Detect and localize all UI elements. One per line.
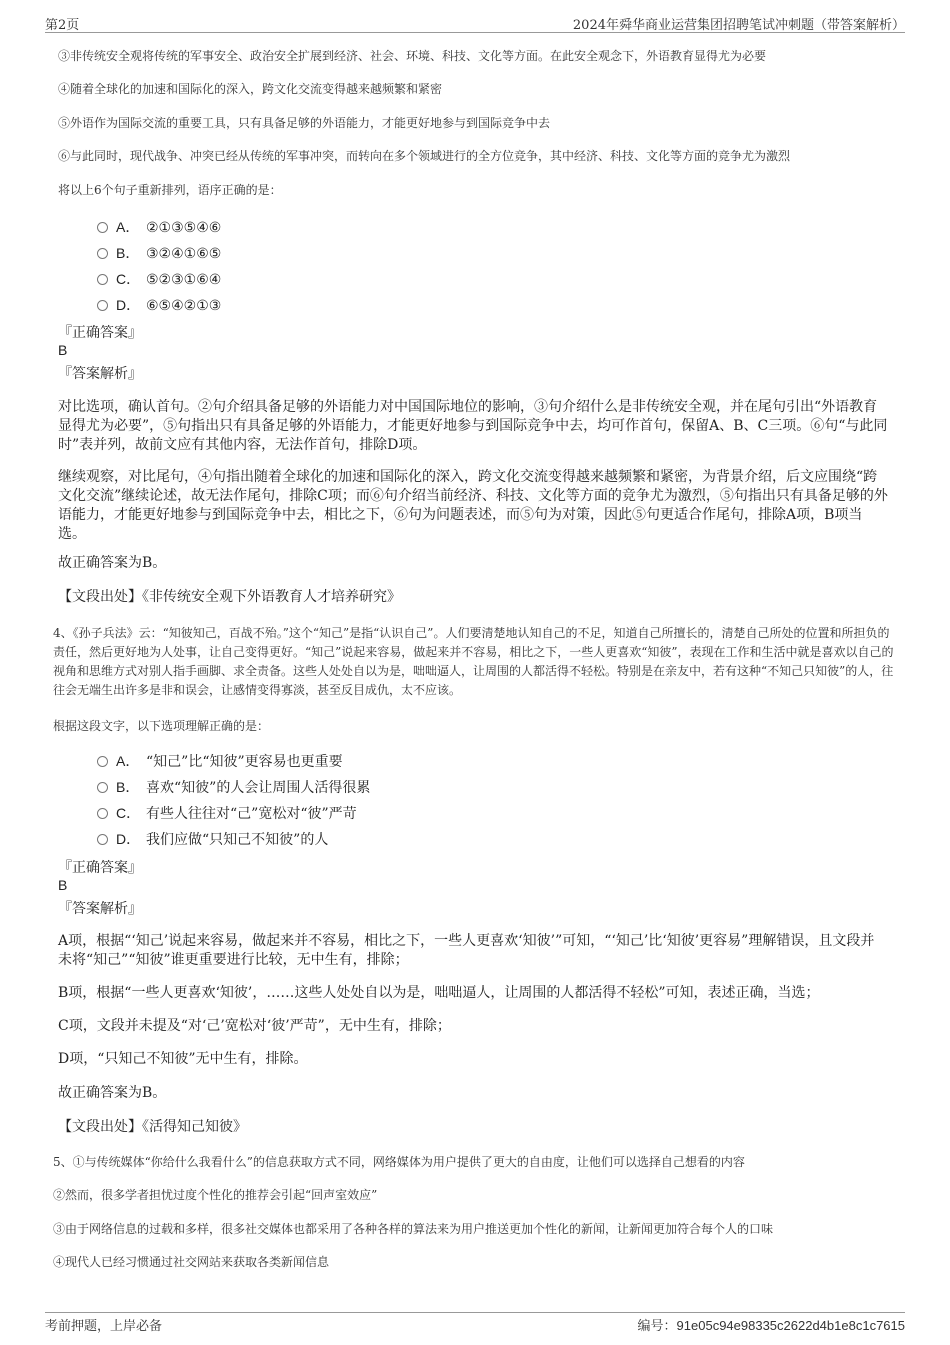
q3-sentence-5: ⑤外语作为国际交流的重要工具，只有具备足够的外语能力，才能更好地参与到国际竞争中去 [58,116,551,130]
q3-prompt: 将以上6个句子重新排列，语序正确的是： [58,183,282,197]
footer-code: 91e05c94e98335c2622d4b1e8c1c7615 [676,1318,905,1333]
page-number: 第2页 [45,18,80,33]
q4-conclusion: 故正确答案为B。 [58,1085,167,1101]
page-header [45,12,905,33]
footer-code-block [638,1315,905,1334]
q3-analysis-2: 继续观察，对比尾句，④句指出随着全球化的加速和国际化的深入，跨文化交流变得越来越频繁和紧密，为背景介绍，后文应围绕“跨文化交流”继续论述，故无法作尾句，排除C项；而⑥句介绍当前经济、科技、文化等方面的竞争尤为激烈，⑤句指出只有具备足够的外语能力，才能更好地参与到国际竞争中去，相比之下，⑥句为问题表述，而⑤句为对策，因此⑤句更适合作尾句，排除A项，B项当选。 [58,469,888,542]
radio-icon[interactable] [97,248,108,259]
q4-option-a[interactable]: A． “知己”比“知彼”更容易也更重要 [97,751,343,771]
radio-icon[interactable] [97,834,108,845]
q5-sentence-4: ④现代人已经习惯通过社交网站来获取各类新闻信息 [53,1255,330,1269]
q3-option-c[interactable]: C． ⑤②③①⑥④ [97,269,221,289]
q4-analysis-label: 『答案解析』 [58,901,142,917]
footer-slogan: 考前押题，上岸必备 [45,1319,163,1334]
q3-analysis-1: 对比选项，确认首句。②句介绍具备足够的外语能力对中国国际地位的影响，③句介绍什么是非传统安全观，并在尾句引出“外语教育显得尤为必要”，⑤句指出只有具备足够的外语能力，才能更好地参与到国际竞争中去，均可作首句，保留A、B、C三项。⑥句“与此同时”表并列，故前文应有其他内容，无法作首句，排除D项。 [58,399,888,453]
q4-option-d[interactable]: D． 我们应做“只知己不知彼”的人 [97,829,328,849]
q4-source: 【文段出处】《活得知己知彼》 [58,1119,247,1135]
q5-sentence-1: 5、①与传统媒体“你给什么我看什么”的信息获取方式不同，网络媒体为用户提供了更大的自由度，让他们可以选择自己想看的内容 [53,1155,745,1169]
footer-code-label: 编号： [637,1319,677,1334]
q3-sentence-4: ④随着全球化的加速和国际化的深入，跨文化交流变得越来越频繁和紧密 [58,82,443,96]
q4-answer-label: 『正确答案』 [58,860,142,876]
page-footer [45,1312,905,1337]
q3-source: 【文段出处】《非传统安全观下外语教育人才培养研究》 [58,589,401,605]
q3-conclusion: 故正确答案为B。 [58,555,167,571]
radio-icon[interactable] [97,222,108,233]
q4-analysis-b: B项，根据“一些人更喜欢‘知彼’，……这些人处处自以为是，咄咄逼人，让周围的人都活得不轻松”可知，表述正确，当选； [58,985,820,1001]
radio-icon[interactable] [97,300,108,311]
radio-icon[interactable] [97,782,108,793]
document-title: 2024年舜华商业运营集团招聘笔试冲刺题（带答案解析） [572,18,905,33]
q4-analysis-d: D项，“只知己不知彼”无中生有，排除。 [58,1051,308,1067]
q4-analysis-a: A项，根据“‘知己’说起来容易，做起来并不容易，相比之下，一些人更喜欢‘知彼’”可知，“‘知己’比‘知彼’更容易”理解错误，且文段并未将“知己”“知彼”谁更重要进行比较，无中生有，排除； [58,933,875,968]
q5-sentence-3: ③由于网络信息的过载和多样，很多社交媒体也都采用了各种各样的算法来为用户推送更加个性化的新闻，让新闻更加符合每个人的口味 [53,1222,774,1236]
q3-answer: B [58,342,68,358]
radio-icon[interactable] [97,756,108,767]
q3-option-a[interactable]: A． ②①③⑤④⑥ [97,217,221,237]
q3-answer-label: 『正确答案』 [58,325,142,341]
q3-option-d[interactable]: D． ⑥⑤④②①③ [97,295,221,315]
q3-sentence-6: ⑥与此同时，现代战争、冲突已经从传统的军事冲突，而转向在多个领域进行的全方位竞争，其中经济、科技、文化等方面的竞争尤为激烈 [58,149,791,163]
q4-option-b[interactable]: B． 喜欢“知彼”的人会让周围人活得很累 [97,777,370,797]
q4-passage: 4、《孙子兵法》云：“知彼知己，百战不殆。”这个“知己”是指“认识自己”。人们要清楚地认知自己的不足，知道自己所擅长的，清楚自己所处的位置和所担负的责任，然后更好地为人处事，让自己变得更好。“知己”说起来容易，做起来并不容易，相比之下，一些人更喜欢“知彼”，表现在工作和生活中就是喜欢以自己的视角和思维方式对别人指手画脚、求全责备。这些人处处自以为是，咄咄逼人，让周围的人都活得不轻松。特别是在亲友中，若有这种“不知己只知彼”的人，往往会无端生出许多是非和误会，让感情变得寡淡，甚至反目成仇，太不应该。 [53,626,894,697]
q3-sentence-3: ③非传统安全观将传统的军事安全、政治安全扩展到经济、社会、环境、科技、文化等方面。在此安全观念下，外语教育显得尤为必要 [58,49,767,63]
q4-option-c[interactable]: C． 有些人往往对“己”宽松对“彼”严苛 [97,803,357,823]
q4-prompt: 根据这段文字，以下选项理解正确的是： [53,719,270,733]
radio-icon[interactable] [97,274,108,285]
q5-sentence-2: ②然而，很多学者担忧过度个性化的推荐会引起“回声室效应” [53,1188,378,1202]
q4-answer: B [58,877,68,893]
q4-analysis-c: C项，文段并未提及“对‘己’宽松对‘彼’严苛”，无中生有，排除； [58,1018,451,1034]
q3-analysis-label: 『答案解析』 [58,366,142,382]
radio-icon[interactable] [97,808,108,819]
q3-option-b[interactable]: B． ③②④①⑥⑤ [97,243,221,263]
